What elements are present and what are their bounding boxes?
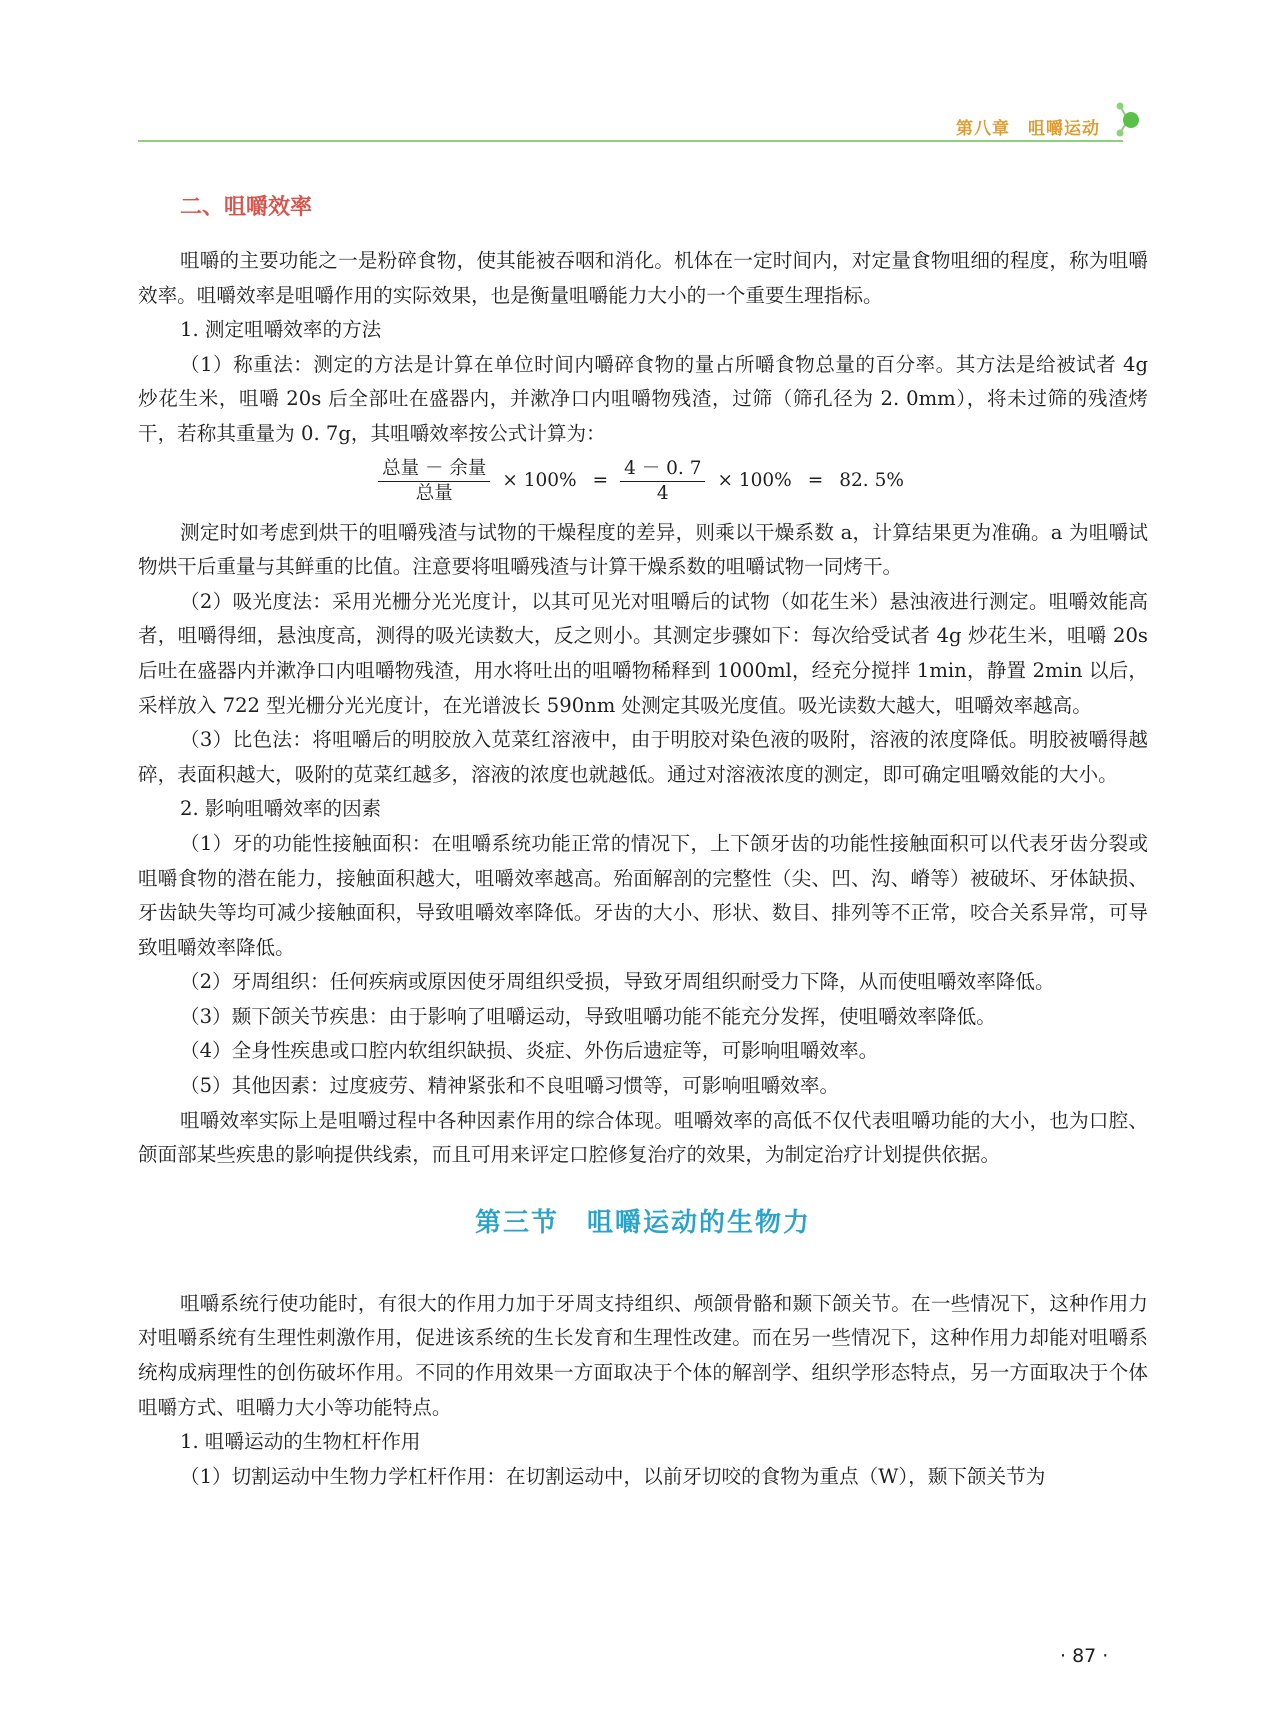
efficiency-formula — [138, 454, 1148, 510]
molecule-icon — [1108, 100, 1148, 140]
paragraph: （3）颞下颌关节疾患：由于影响了咀嚼运动，导致咀嚼功能不能充分发挥，使咀嚼效率降低。 — [180, 1004, 996, 1028]
fraction-1-numerator: 总量 － 余量 — [378, 457, 490, 482]
subheading: 1. 测定咀嚼效率的方法 — [180, 318, 382, 342]
paragraph: （2）牙周组织：任何疾病或原因使牙周组织受损，导致牙周组织耐受力下降，从而使咀嚼效率降低。 — [180, 970, 1055, 994]
fraction-1-denominator: 总量 — [415, 483, 453, 505]
multiplier-2: × 100% — [717, 470, 792, 492]
paragraph: （4）全身性疾患或口腔内软组织缺损、炎症、外伤后遗症等，可影响咀嚼效率。 — [180, 1039, 879, 1063]
chapter-section-title: 第三节 咀嚼运动的生物力 — [474, 1207, 811, 1238]
subheading: 1. 咀嚼运动的生物杠杆作用 — [180, 1430, 421, 1454]
paragraph: 咀嚼的主要功能之一是粉碎食物，使其能被吞咽和消化。机体在一定时间内，对定量食物咀细的程度，称为咀嚼效率。咀嚼效率是咀嚼作用的实际效果，也是衡量咀嚼能力大小的一个重要生理指标。 — [138, 249, 1148, 307]
multiplier-1: × 100% — [502, 470, 577, 492]
chapter-header-title: 第八章 咀嚼运动 — [956, 119, 1100, 139]
page-body — [138, 188, 1148, 1494]
subheading: 2. 影响咀嚼效率的因素 — [180, 797, 382, 821]
paragraph: 咀嚼系统行使功能时，有很大的作用力加于牙周支持组织、颅颌骨骼和颞下颌关节。在一些情况下，这种作用力对咀嚼系统有生理性刺激作用，促进该系统的生长发育和生理性改建。而在另一些情况下，这种作用力却能对咀嚼系统构成病理性的创伤破坏作用。不同的作用效果一方面取决于个体的解剖学、组织学形态特点，另一方面取决于个体咀嚼方式、咀嚼力大小等功能特点。 — [138, 1291, 1148, 1419]
fraction-2 — [620, 457, 705, 506]
paragraph: （5）其他因素：过度疲劳、精神紧张和不良咀嚼习惯等，可影响咀嚼效率。 — [180, 1074, 840, 1098]
paragraph: （1）牙的功能性接触面积：在咀嚼系统功能正常的情况下，上下颌牙齿的功能性接触面积可以代表牙齿分裂或咀嚼食物的潜在能力，接触面积越大，咀嚼效率越高。殆面解剖的完整性（尖、凹、沟、嵴等）被破坏、牙体缺损、牙齿缺失等均可减少接触面积，导致咀嚼效率降低。牙齿的大小、形状、数目、排列等不正常，咬合关系异常，可导致咀嚼效率降低。 — [138, 831, 1148, 959]
page-number: · 87 · — [1060, 1645, 1109, 1667]
paragraph: （1）称重法：测定的方法是计算在单位时间内嚼碎食物的量占所嚼食物总量的百分率。其方法是给被试者 4g 炒花生米，咀嚼 20s 后全部吐在盛器内，并漱净口内咀嚼物残渣，过筛（筛孔径为 2. 0mm），将未过筛的残渣烤干，若称其重量为 0. 7g，其咀嚼效率按公式计算为： — [138, 352, 1148, 445]
fraction-2-denominator: 4 — [656, 483, 669, 505]
equals-1: = — [592, 470, 609, 492]
paragraph: （3）比色法：将咀嚼后的明胶放入苋菜红溶液中，由于明胶对染色液的吸附，溶液的浓度降低。明胶被嚼得越碎，表面积越大，吸附的苋菜红越多，溶液的浓度也就越低。通过对溶液浓度的测定，即可确定咀嚼效能的大小。 — [138, 728, 1148, 786]
fraction-2-numerator: 4 － 0. 7 — [620, 457, 705, 482]
header-rule — [138, 140, 1123, 142]
fraction-1 — [378, 457, 490, 506]
equals-2: = — [807, 470, 824, 492]
running-header — [138, 100, 1140, 144]
paragraph: （1）切割运动中生物力学杠杆作用：在切割运动中，以前牙切咬的食物为重点（W），颞下颌关节为 — [180, 1464, 1046, 1488]
paragraph: （2）吸光度法：采用光栅分光光度计，以其可见光对咀嚼后的试物（如花生米）悬浊液进行测定。咀嚼效能高者，咀嚼得细，悬浊度高，测得的吸光读数大，反之则小。其测定步骤如下：每次给受试者 4g 炒花生米，咀嚼 20s 后吐在盛器内并漱净口内咀嚼物残渣，用水将吐出的咀嚼物稀释到 1000ml，经充分搅拌 1min，静置 2min 以后，采样放入 722 型光栅分光光度计，在光谱波长 590nm 处测定其吸光度值。吸光读数大越大，咀嚼效率越高。 — [138, 589, 1148, 717]
paragraph: 测定时如考虑到烘干的咀嚼残渣与试物的干燥程度的差异，则乘以干燥系数 a，计算结果更为准确。a 为咀嚼试物烘干后重量与其鲜重的比值。注意要将咀嚼残渣与计算干燥系数的咀嚼试物一同烤干。 — [138, 520, 1148, 579]
formula-result: 82. 5% — [839, 470, 904, 492]
paragraph: 咀嚼效率实际上是咀嚼过程中各种因素作用的综合体现。咀嚼效率的高低不仅代表咀嚼功能的大小，也为口腔、颌面部某些疾患的影响提供线索，而且可用来评定口腔修复治疗的效果，为制定治疗计划提供依据。 — [138, 1108, 1148, 1167]
section-title: 二、咀嚼效率 — [180, 195, 313, 220]
